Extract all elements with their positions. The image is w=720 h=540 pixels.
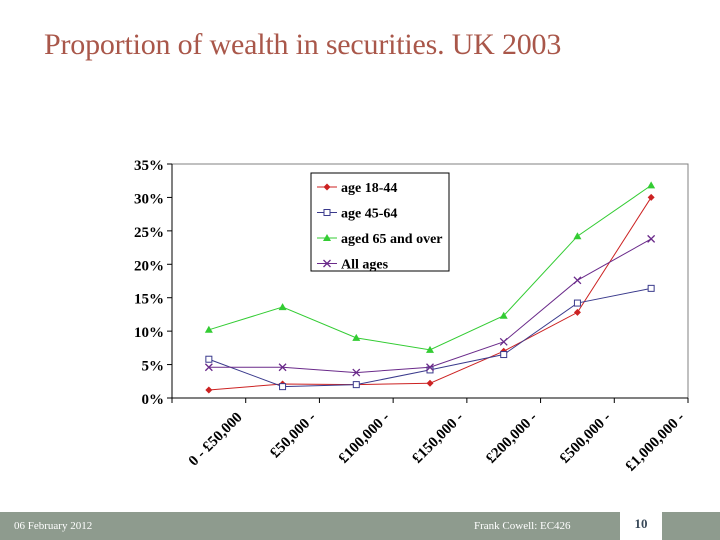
y-tick-label: 5% bbox=[141, 358, 164, 375]
footer-author: Frank Cowell: EC426 bbox=[474, 520, 571, 532]
y-tick-label: 0% bbox=[141, 392, 164, 408]
y-tick-label: 30% bbox=[134, 191, 164, 208]
x-tick-label: £100,000 - bbox=[335, 409, 394, 467]
x-tick-label: 0 - £50,000 bbox=[185, 409, 246, 470]
data-point bbox=[501, 352, 507, 358]
legend-label: age 18-44 bbox=[341, 181, 398, 196]
x-tick-label: £500,000 - bbox=[556, 409, 615, 467]
y-tick-label: 20% bbox=[134, 258, 164, 275]
y-tick-label: 25% bbox=[134, 224, 164, 241]
footer-date: 06 February 2012 bbox=[14, 520, 93, 532]
data-point bbox=[574, 300, 580, 306]
data-point bbox=[280, 384, 286, 390]
y-tick-label: 15% bbox=[134, 291, 164, 308]
footer-bar bbox=[0, 512, 720, 540]
x-tick-label: £200,000 - bbox=[483, 409, 541, 467]
legend-label: aged 65 and over bbox=[341, 232, 443, 247]
legend-label: age 45-64 bbox=[341, 206, 398, 222]
legend bbox=[311, 173, 449, 273]
x-tick-label: £50,000 - bbox=[267, 409, 320, 462]
y-tick-label: 35% bbox=[134, 158, 164, 174]
x-tick-label: £1,000,000 - bbox=[622, 409, 688, 475]
y-tick-label: 10% bbox=[134, 325, 164, 342]
x-tick-label: £150,000 - bbox=[409, 409, 467, 467]
data-point bbox=[353, 382, 359, 388]
data-point bbox=[324, 210, 330, 216]
legend-label: All ages bbox=[341, 257, 389, 273]
data-point bbox=[648, 285, 654, 291]
slide-title: Proportion of wealth in securities. UK 2003 bbox=[44, 28, 562, 61]
page-number: 10 bbox=[620, 512, 662, 540]
data-point bbox=[206, 356, 212, 362]
